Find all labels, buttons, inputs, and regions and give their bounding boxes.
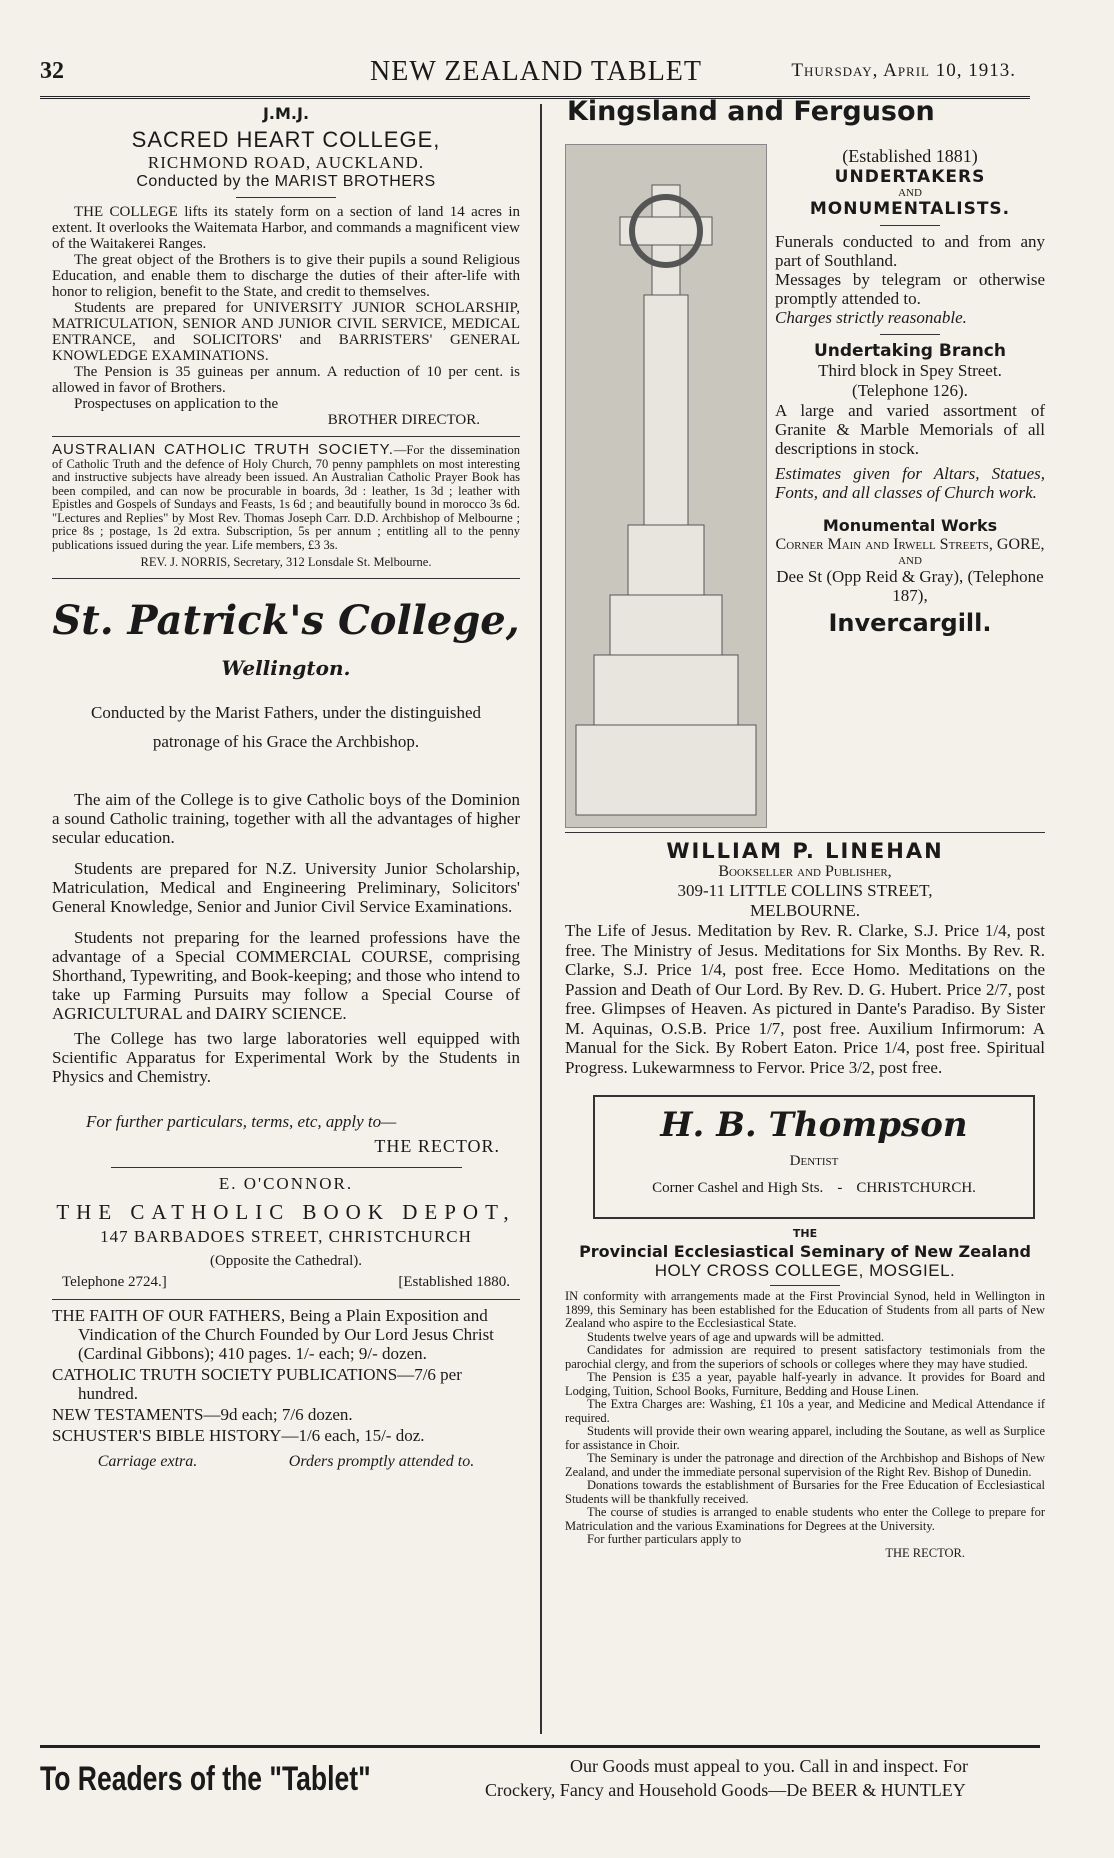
st-patricks-apply: For further particulars, terms, etc, apply to—	[86, 1111, 397, 1131]
oconnor-orders: Orders promptly attended to.	[288, 1452, 475, 1470]
oconnor-ad	[52, 1174, 520, 1471]
kingsland-works-heading: Monumental Works	[822, 516, 998, 535]
act-society-heading: AUSTRALIAN CATHOLIC TRUTH SOCIETY.	[52, 441, 394, 458]
oconnor-title: THE CATHOLIC BOOK DEPOT,	[56, 1199, 516, 1224]
issue-date: Thursday, April 10, 1913.	[791, 60, 1016, 81]
seminary-the: THE	[792, 1227, 818, 1240]
divider	[880, 225, 940, 226]
oconnor-item-1: THE FAITH OF OUR FATHERS, Being a Plain Exposition and Vindication of the Church Founded by Our Lord Jesus Christ (Cardinal Gibbons); 410 pages. 1/- each; 9/- dozen.	[52, 1305, 494, 1363]
linehan-address: 309-11 LITTLE COLLINS STREET,	[677, 881, 933, 900]
kingsland-and-1: AND	[898, 187, 922, 199]
kingsland-assortment: A large and varied assortment of Granite & Marble Memorials of all descriptions in stock.	[775, 401, 1045, 458]
seminary-p6: Students will provide their own wearing apparel, including the Soutane, as well as Surplice for assistance in Choir.	[565, 1424, 1045, 1452]
seminary-p5: The Extra Charges are: Washing, £1 10s a year, and Medicine and Medical Attendance if required.	[565, 1397, 1045, 1425]
sacred-heart-conducted: Conducted by the MARIST BROTHERS	[136, 173, 436, 190]
act-society-signoff: REV. J. NORRIS, Secretary, 312 Lonsdale St. Melbourne.	[140, 555, 432, 569]
linehan-trade: Bookseller and Publisher,	[718, 863, 892, 880]
thompson-name: H. B. Thompson	[660, 1105, 968, 1145]
page-number: 32	[40, 58, 64, 84]
oconnor-terms-row	[52, 1453, 520, 1471]
oconnor-address: 147 BARBADOES STREET, CHRISTCHURCH	[100, 1226, 472, 1246]
kingsland-undertakers: UNDERTAKERS	[834, 167, 986, 187]
thompson-address-row	[595, 1180, 1033, 1197]
seminary-college: HOLY CROSS COLLEGE, MOSGIEL.	[654, 1261, 956, 1280]
footer-line-2: Crockery, Fancy and Household Goods—De BEER & HUNTLEY	[485, 1780, 966, 1800]
kingsland-text	[775, 146, 1045, 637]
kingsland-funerals: Funerals conducted to and from any part of Southland.	[775, 232, 1045, 270]
seminary-ad	[565, 1227, 1045, 1560]
sacred-heart-p5: Prospectuses on application to the	[74, 396, 279, 412]
seminary-p2: Students twelve years of age and upwards will be admitted.	[587, 1329, 885, 1344]
newspaper-title: NEW ZEALAND TABLET	[370, 56, 703, 87]
linehan-name: WILLIAM P. LINEHAN	[666, 839, 944, 863]
sacred-heart-address: RICHMOND ROAD, AUCKLAND.	[147, 153, 425, 172]
st-patricks-signoff: THE RECTOR.	[374, 1135, 500, 1156]
sacred-heart-title: SACRED HEART COLLEGE,	[131, 127, 441, 152]
masthead	[40, 52, 1030, 99]
oconnor-name: E. O'CONNOR.	[218, 1173, 354, 1193]
divider	[52, 1299, 520, 1300]
oconnor-opposite: (Opposite the Cathedral).	[209, 1252, 363, 1269]
st-patricks-ad	[52, 597, 520, 1157]
oconnor-established: [Established 1880.	[398, 1273, 510, 1290]
kingsland-charges: Charges strictly reasonable.	[775, 308, 967, 327]
jmj-initials: J.M.J.	[262, 104, 310, 123]
kingsland-title: Kingsland and Ferguson	[567, 96, 935, 127]
divider	[880, 334, 940, 335]
sacred-heart-p1: THE COLLEGE lifts its stately form on a section of land 14 acres in extent. It overlooks the Waitemata Harbor, and commands a magnificent view of the Waitakerei Ranges.	[52, 204, 520, 252]
kingsland-ad	[565, 96, 1045, 834]
celtic-cross-illustration	[566, 145, 766, 827]
kingsland-works-address: Corner Main and Irwell Streets, GORE,	[775, 536, 1045, 553]
divider	[770, 1285, 840, 1286]
column-divider	[540, 104, 542, 1734]
kingsland-estimates: Estimates given for Altars, Statues, Fonts, and all classes of Church work.	[775, 464, 1045, 502]
sacred-heart-p3: Students are prepared for UNIVERSITY JUNIOR SCHOLARSHIP, MATRICULATION, SENIOR AND JUNIOR CIVIL SERVICE, MEDICAL ENTRANCE, and SOLICITORS' and BARRISTERS' GENERAL KNOWLEDGE EXAMINATIONS.	[52, 300, 520, 364]
footer-headline: To Readers of the "Tablet"	[40, 1760, 371, 1798]
thompson-role: Dentist	[789, 1153, 839, 1169]
seminary-p10: For further particulars apply to	[587, 1532, 742, 1546]
kingsland-and-2: AND	[898, 555, 922, 567]
kingsland-established: (Established 1881)	[842, 146, 978, 166]
oconnor-contact-row	[52, 1274, 520, 1291]
act-society-ad	[52, 443, 520, 570]
st-patricks-title: St. Patrick's College,	[52, 596, 520, 644]
sacred-heart-signoff: BROTHER DIRECTOR.	[327, 412, 480, 428]
kingsland-branch-address: Third block in Spey Street.	[818, 361, 1002, 380]
oconnor-item-4: SCHUSTER'S BIBLE HISTORY—1/6 each, 15/- doz.	[52, 1425, 425, 1445]
kingsland-dee-street: Dee St (Opp Reid & Gray), (Telephone 187),	[776, 567, 1044, 605]
st-patricks-conducted: Conducted by the Marist Fathers, under the distinguished patronage of his Grace the Archbishop.	[91, 702, 481, 751]
st-patricks-p2: Students are prepared for N.Z. University Junior Scholarship, Matriculation, Medical and Engineering Preliminary, Solicitors' General Knowledge, Senior and Junior Civil Service Examinations.	[52, 858, 520, 916]
st-patricks-city: Wellington.	[221, 655, 351, 680]
section-rule	[52, 578, 520, 579]
sacred-heart-ad	[52, 104, 520, 428]
st-patricks-p4: The College has two large laboratories well equipped with Scientific Apparatus for Experimental Work by the Students in Physics and Chemistry.	[52, 1028, 520, 1086]
kingsland-branch-heading: Undertaking Branch	[813, 341, 1006, 361]
kingsland-city: Invercargill.	[828, 609, 992, 637]
seminary-p9: The course of studies is arranged to enable students who enter the College to prepare for Matriculation and the various Examinations for Degrees at the University.	[565, 1505, 1045, 1533]
kingsland-monumentalists: MONUMENTALISTS.	[809, 199, 1011, 219]
kingsland-messages: Messages by telegram or otherwise promptly attended to.	[775, 270, 1045, 308]
sacred-heart-p2: The great object of the Brothers is to give their pupils a sound Religious Education, and enable them to discharge the duties of their after-life with honor to religion, benefit to the State, and credit to themselves.	[52, 252, 520, 300]
linehan-ad	[565, 839, 1045, 1077]
thompson-dash: -	[837, 1180, 843, 1196]
section-rule	[52, 436, 520, 437]
oconnor-item-3: NEW TESTAMENTS—9d each; 7/6 dozen.	[52, 1404, 353, 1424]
seminary-p4: The Pension is £35 a year, payable half-yearly in advance. It provides for Board and Lodging, Tuition, School Books, Furniture, Bedding and House Linen.	[565, 1370, 1045, 1398]
seminary-title: Provincial Ecclesiastical Seminary of New Zealand	[579, 1242, 1031, 1261]
right-column	[565, 96, 1045, 1744]
footer-line-1: Our Goods must appeal to you. Call in and inspect. For	[570, 1756, 968, 1776]
monument-engraving	[565, 144, 767, 828]
section-rule	[111, 1167, 462, 1168]
seminary-p8: Donations towards the establishment of Bursaries for the Free Education of Ecclesiastical Students will be thankfully received.	[565, 1478, 1045, 1506]
sacred-heart-p4: The Pension is 35 guineas per annum. A reduction of 10 per cent. is allowed in favor of Brothers.	[52, 364, 520, 396]
st-patricks-p1: The aim of the College is to give Catholic boys of the Dominion a sound Catholic training, together with all the advantages of higher secular education.	[52, 789, 520, 847]
footer-ad	[40, 1745, 1040, 1828]
seminary-signoff: THE RECTOR.	[885, 1545, 965, 1560]
st-patricks-p3: Students not preparing for the learned professions have the advantage of a Special COMMERCIAL COURSE, comprising Shorthand, Typewriting, and Book-keeping; and those who intend to take up Farming Pursuits may follow a Special Course of AGRICULTURAL and DAIRY SCIENCE.	[52, 927, 520, 1023]
seminary-p7: The Seminary is under the patronage and direction of the Archbishop and Bishops of New Zealand, and under the immediate personal supervision of the Right Rev. Bishop of Dunedin.	[565, 1451, 1045, 1479]
left-column	[52, 104, 520, 1471]
thompson-ad	[593, 1095, 1035, 1219]
oconnor-carriage: Carriage extra.	[97, 1452, 198, 1470]
kingsland-branch-telephone: (Telephone 126).	[852, 381, 968, 400]
act-society-body: —For the dissemination of Catholic Truth and the defence of Holy Church, 70 penny pamphlets on most interesting and instructive subjects have already been issued. An Australian Catholic Prayer Book has been compiled, and can now be procurable in boards, 3d : leather, 1s 3d ; leather with Epistles and Gospels of Sundays and Feasts, 1s 6d ; and beautifully bound in morocco 3s 6d. "Lectures and Replies" by Most Rev. Thomas Joseph Carr. D.D. Archbishop of Melbourne ; price 8s ; postage, 1s 2d extra. Subscription, 5s per annum ; entitling all to the penny publications issued during the year. Life members, £3 3s.	[52, 443, 520, 552]
oconnor-telephone: Telephone 2724.]	[62, 1273, 167, 1290]
thompson-city: CHRISTCHURCH.	[856, 1180, 976, 1196]
thompson-address: Corner Cashel and High Sts.	[652, 1180, 824, 1196]
linehan-body: The Life of Jesus. Meditation by Rev. R. Clarke, S.J. Price 1/4, post free. The Ministry of Jesus. Meditations for Six Months. By Rev. R. Clarke, S.J. Price 1/4, post free. Ecce Homo. Meditations on the Passion and Death of Our Lord. By Rev. D. G. Hubert. Price 2/7, post free. Glimpses of Heaven. As pictured in Dante's Paradiso. By Sister M. Aquinas, O.S.B. Price 1/7, post free. Auxilium Infirmorum: A Manual for the Sick. By Robert Eaton. Price 1/4, post free. Spiritual Progress. Lukewarmness to Fervor. Price 3/2, post free.	[565, 921, 1045, 1077]
linehan-city: MELBOURNE.	[749, 901, 861, 920]
oconnor-item-2: CATHOLIC TRUTH SOCIETY PUBLICATIONS—7/6 per hundred.	[52, 1364, 462, 1403]
divider	[236, 197, 336, 198]
seminary-p3: Candidates for admission are required to present satisfactory testimonials from the parochial clergy, and from the superiors of schools or colleges where they may have studied.	[565, 1343, 1045, 1371]
seminary-p1: IN conformity with arrangements made at the First Provincial Synod, held in Wellington in 1899, this Seminary has been established for the Education of Students from all parts of New Zealand who aspire to the Ecclesiastical State.	[565, 1289, 1045, 1330]
